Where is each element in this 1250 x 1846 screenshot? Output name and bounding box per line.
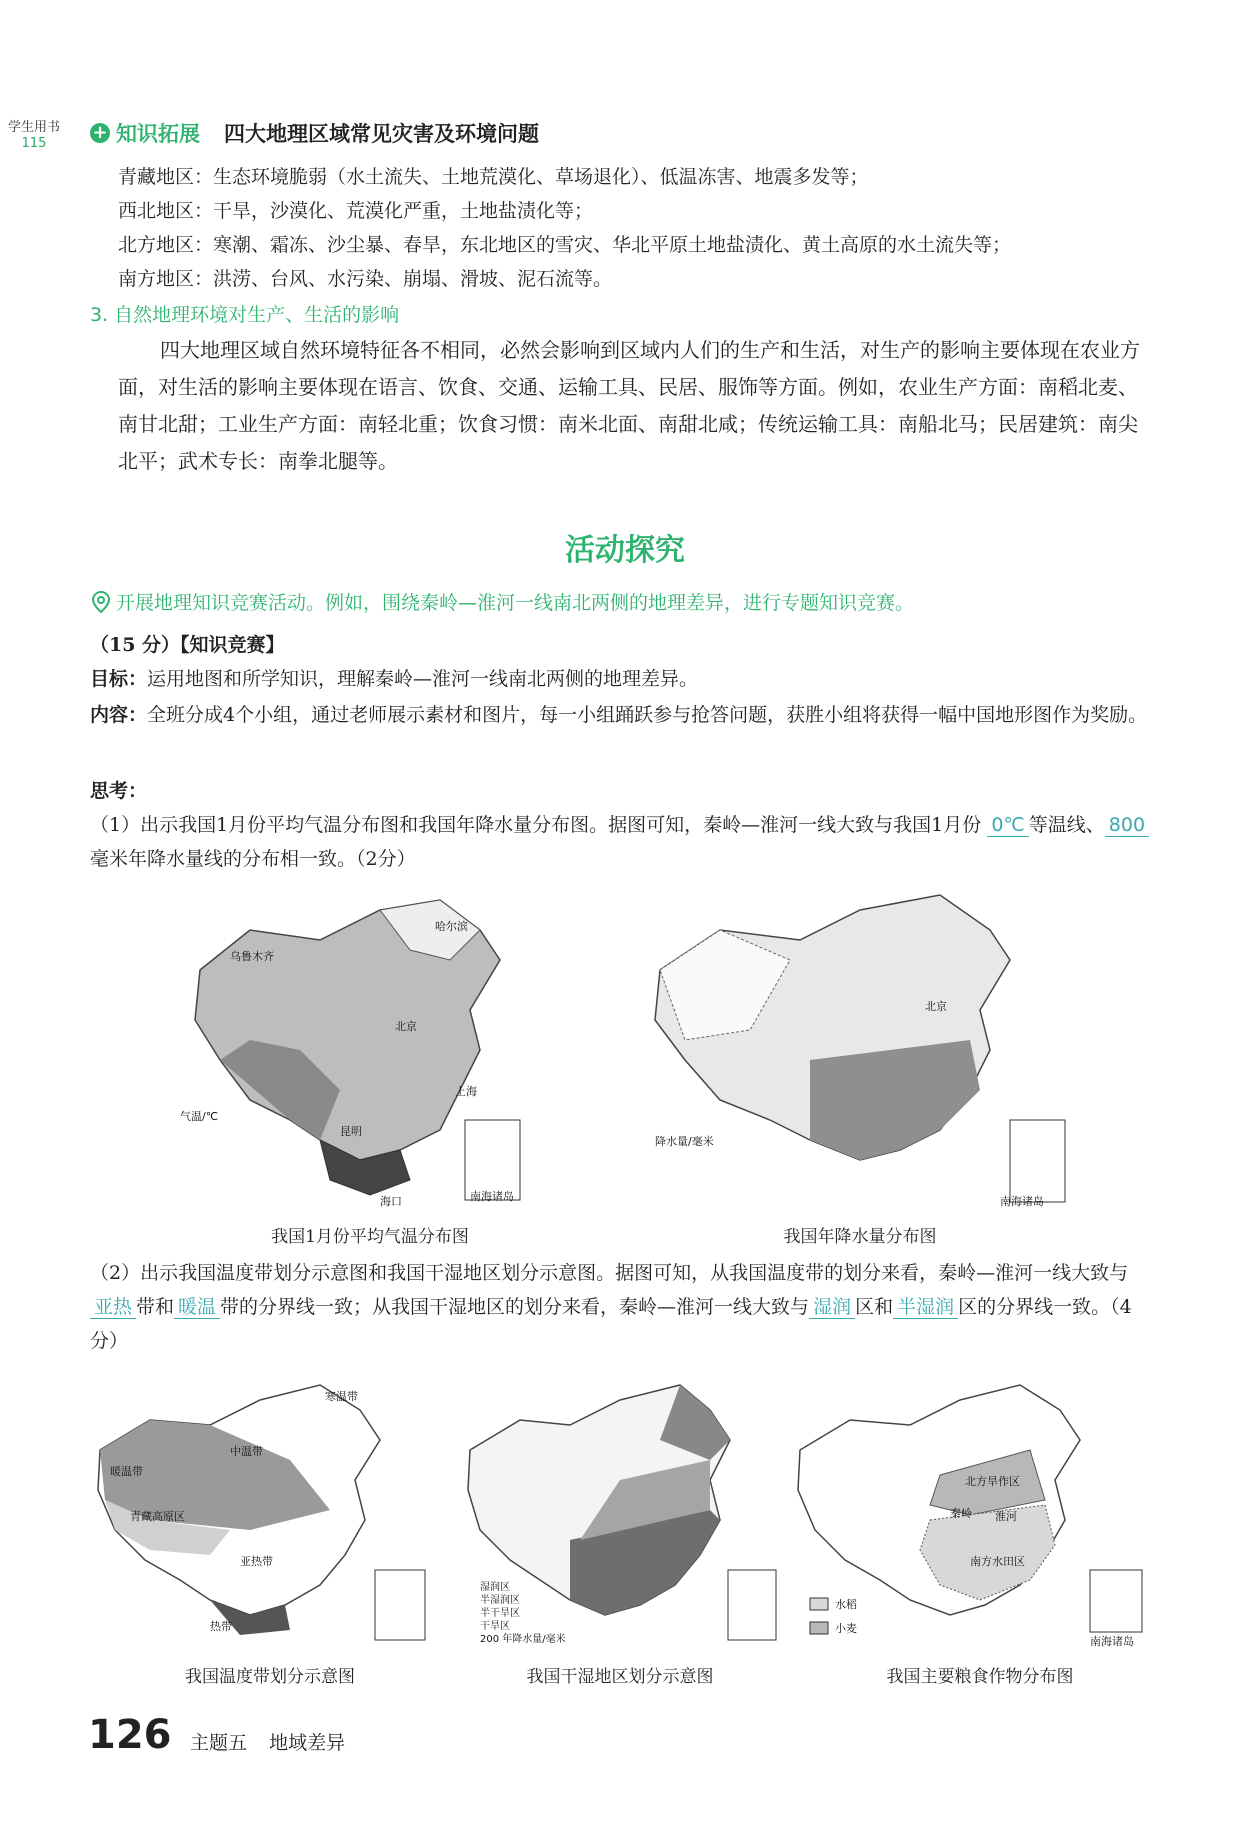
region-line: 青藏地区：生态环境脆弱（水土流失、土地荒漠化、草场退化）、低温冻害、地震多发等；	[118, 166, 869, 188]
map5-caption: 我国主要粮食作物分布图	[886, 1667, 1074, 1687]
location-pin-icon	[92, 591, 110, 613]
map-jan-temperature	[180, 890, 550, 1210]
map2-caption: 我国年降水量分布图	[783, 1227, 937, 1247]
map5-label: 南海诸岛	[1090, 1635, 1134, 1648]
activity-guide-text: 开展地理知识竞赛活动。例如，围绕秦岭—淮河一线南北两侧的地理差异，进行专题知识竞赛。	[116, 592, 915, 614]
sidebar-page: 115	[21, 136, 47, 151]
q2-blank-3: 湿润	[809, 1296, 855, 1319]
think-label: 思考：	[90, 780, 148, 802]
knowledge-label: 知识拓展	[116, 122, 200, 146]
map-annual-precipitation	[640, 890, 1070, 1210]
map4-label: 200 年降水量/毫米	[480, 1634, 566, 1645]
region-line: 北方地区：寒潮、霜冻、沙尘暴、春旱，东北地区的雪灾、华北平原土地盐渍化、黄土高原的水土流失等；	[118, 234, 1012, 256]
map1-label: 乌鲁木齐	[230, 950, 274, 963]
map1-label: 昆明	[340, 1125, 362, 1138]
q2-blank-1: 亚热	[90, 1296, 136, 1319]
map-dry-wet-zones	[460, 1380, 780, 1650]
map1-label: 海口	[380, 1195, 402, 1208]
sidebar-tag	[8, 120, 60, 152]
map1-label: 气温/℃	[180, 1110, 219, 1123]
activity-title: 活动探究	[565, 533, 685, 568]
region-line: 西北地区：干旱，沙漠化、荒漠化严重，土地盐渍化等；	[118, 200, 594, 222]
map4-label: 湿润区	[480, 1582, 510, 1593]
map5-label: 小麦	[835, 1622, 857, 1635]
map-crop-distribution	[790, 1380, 1150, 1650]
map2-label: 降水量/毫米	[655, 1135, 714, 1148]
map2-label: 北京	[925, 1000, 947, 1013]
map-temperature-zones	[90, 1380, 430, 1650]
q1-text-c: 毫米年降水量线的分布相一致。（2分）	[90, 848, 416, 870]
content-text: 全班分成4个小组，通过老师展示素材和图片，每一小组踊跃参与抢答问题，获胜小组将获得一幅中国地形图作为奖励。	[147, 704, 1148, 726]
section3-paragraph: 四大地理区域自然环境特征各不相同，必然会影响到区域内人们的生产和生活，对生产的影响主要体现在农业方面，对生活的影响主要体现在语言、饮食、交通、运输工具、民居、服饰等方面。例如，农业生产方面：南稻北麦、南甘北甜；工业生产方面：南轻北重；饮食习惯：南米北面、南甜北咸；传统运输工具：南船北马；民居建筑：南尖北平；武术专长：南拳北腿等。	[118, 338, 1140, 473]
map3-label: 暖温带	[110, 1465, 143, 1478]
activity-guide	[92, 588, 914, 615]
map1-label: 南海诸岛	[470, 1190, 514, 1203]
section3-heading: 3. 自然地理环境对生产、生活的影响	[90, 304, 400, 326]
map4-caption: 我国干湿地区划分示意图	[526, 1667, 714, 1687]
q2-text-e: 区的分界线一致。（4分）	[90, 1296, 1132, 1352]
q2-blank-4: 半湿润	[893, 1296, 958, 1319]
map1-label: 上海	[455, 1085, 477, 1098]
question-1	[90, 808, 1150, 876]
map3-label: 热带	[210, 1620, 232, 1633]
map3-caption: 我国温度带划分示意图	[185, 1667, 355, 1687]
map5-label: 北方旱作区	[965, 1475, 1020, 1488]
content-label: 内容：	[90, 704, 148, 726]
region-list	[118, 160, 1158, 296]
map5-label: 淮河	[995, 1510, 1017, 1523]
q1-text-b: 等温线、	[1028, 814, 1105, 836]
map5-label: 水稻	[835, 1598, 857, 1611]
map3-label: 青藏高原区	[130, 1510, 185, 1523]
plus-icon: +	[90, 123, 110, 143]
sidebar-label: 学生用书	[8, 120, 61, 135]
q1-blank-2: 800	[1105, 814, 1149, 837]
q1-blank-1: 0℃	[987, 814, 1028, 837]
map1-caption: 我国1月份平均气温分布图	[271, 1227, 469, 1247]
content-line	[90, 698, 1150, 732]
q2-text-c: 带的分界线一致；从我国干湿地区的划分来看，秦岭—淮河一线大致与	[220, 1296, 810, 1318]
score-tag: （15 分）【知识竞赛】	[90, 634, 285, 656]
knowledge-title: 四大地理区域常见灾害及环境问题	[224, 122, 539, 146]
map2-label: 南海诸岛	[1000, 1195, 1044, 1208]
footer-theme	[190, 1728, 345, 1755]
q2-blank-2: 暖温	[174, 1296, 220, 1319]
map4-label: 干旱区	[480, 1621, 510, 1632]
goal-label: 目标：	[90, 668, 148, 690]
map3-label: 中温带	[230, 1445, 263, 1458]
map3-label: 亚热带	[240, 1555, 273, 1568]
footer-title: 地域差异	[269, 1732, 346, 1754]
footer-theme-label: 主题五	[190, 1732, 248, 1754]
q2-text-b: 带和	[136, 1296, 175, 1318]
map4-label: 半干旱区	[480, 1608, 520, 1619]
q2-text-a: （2）出示我国温度带划分示意图和我国干湿地区划分示意图。据图可知，从我国温度带的划分来看，秦岭—淮河一线大致与	[90, 1262, 1129, 1284]
map5-label: 南方水田区	[970, 1555, 1025, 1568]
footer-page-number: 126	[88, 1712, 172, 1758]
question-2	[90, 1256, 1150, 1358]
map3-label: 寒温带	[325, 1390, 358, 1403]
goal-line	[90, 662, 1150, 696]
map1-label: 北京	[395, 1020, 417, 1033]
map4-label: 半湿润区	[480, 1595, 520, 1606]
map1-label: 哈尔滨	[435, 920, 468, 933]
q1-text-a: （1）出示我国1月份平均气温分布图和我国年降水量分布图。据图可知，秦岭—淮河一线大致与我国1月份	[90, 814, 982, 836]
q2-text-d: 区和	[855, 1296, 894, 1318]
region-line: 南方地区：洪涝、台风、水污染、崩塌、滑坡、泥石流等。	[118, 268, 613, 290]
map5-label: 秦岭	[950, 1507, 972, 1520]
goal-text: 运用地图和所学知识，理解秦岭—淮河一线南北两侧的地理差异。	[147, 668, 699, 690]
knowledge-header	[90, 116, 539, 150]
